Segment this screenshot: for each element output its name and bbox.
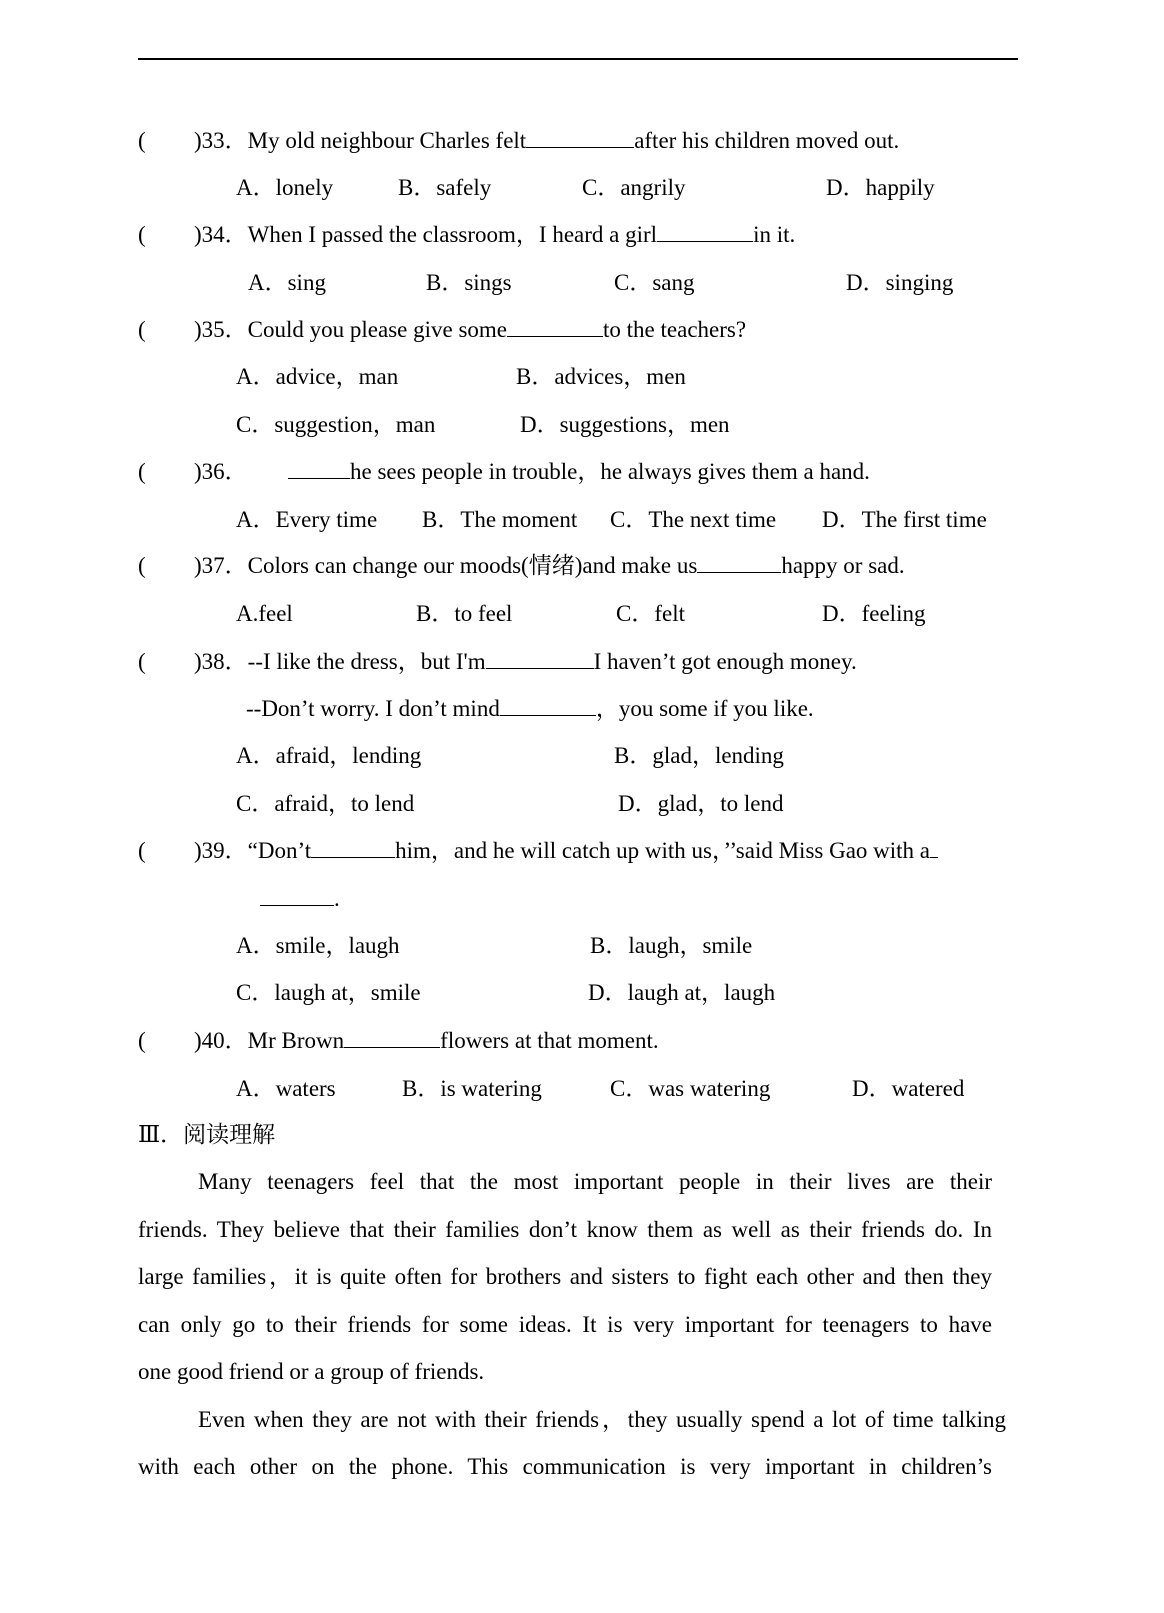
option-c: C．sang bbox=[614, 270, 695, 295]
passage-line: with each other on the phone. This communication is very important in children’s bbox=[138, 1454, 992, 1479]
option-d: D．laugh at，laugh bbox=[588, 980, 776, 1005]
option-d: D．happily bbox=[826, 175, 935, 200]
option-c: C．suggestion，man bbox=[236, 412, 436, 437]
option-a: A．afraid，lending bbox=[236, 743, 422, 768]
option-a: A.feel bbox=[236, 601, 293, 626]
passage-line: Many teenagers feel that the most important people in their lives are their bbox=[198, 1169, 992, 1194]
option-b: B．advices，men bbox=[516, 364, 686, 389]
answer-paren: ( bbox=[138, 838, 146, 863]
option-b: B．to feel bbox=[416, 601, 513, 626]
option-a: A．advice，man bbox=[236, 364, 399, 389]
question-number: )36． bbox=[194, 459, 248, 484]
option-c: C．The next time bbox=[610, 507, 777, 532]
question-stem: )40．Mr Brown flowers at that moment. bbox=[194, 1028, 659, 1053]
answer-paren: ( bbox=[138, 317, 146, 342]
option-c: C．laugh at，smile bbox=[236, 980, 421, 1005]
answer-paren: ( bbox=[138, 222, 146, 247]
passage-line: can only go to their friends for some ideas. It is very important for teenagers to have bbox=[138, 1312, 992, 1337]
question-stem: )35．Could you please give some to the teachers? bbox=[194, 317, 747, 342]
option-d: D．glad，to lend bbox=[618, 791, 784, 816]
passage-line: Even when they are not with their friends，they usually spend a lot of time talking bbox=[198, 1407, 1006, 1432]
option-a: A．smile，laugh bbox=[236, 933, 400, 958]
option-b: B．laugh，smile bbox=[590, 933, 753, 958]
question-stem: he sees people in trouble，he always gives them a hand. bbox=[288, 457, 870, 487]
option-b: B．safely bbox=[398, 175, 492, 200]
question-stem: )39．“Don’t him，and he will catch up with us，’’said Miss Gao with a bbox=[194, 836, 938, 866]
option-b: B．glad，lending bbox=[614, 743, 784, 768]
question-stem-line2: --Don’t worry. I don’t mind ，you some if you like. bbox=[246, 696, 814, 721]
question-stem: )38．--I like the dress，but I'm I haven’t got enough money. bbox=[194, 649, 857, 674]
option-c: C．afraid，to lend bbox=[236, 791, 415, 816]
option-d: D．suggestions，men bbox=[520, 412, 730, 437]
answer-paren: ( bbox=[138, 459, 146, 484]
option-c: C．felt bbox=[616, 601, 685, 626]
question-stem-line2: . bbox=[260, 884, 340, 914]
question-stem: )34．When I passed the classroom，I heard a girl in it. bbox=[194, 222, 796, 247]
option-b: B．sings bbox=[426, 270, 512, 295]
passage-line: large families，it is quite often for brothers and sisters to fight each other and then they bbox=[138, 1264, 992, 1289]
option-c: C．angrily bbox=[582, 175, 686, 200]
answer-paren: ( bbox=[138, 1028, 146, 1053]
option-d: D．watered bbox=[852, 1076, 965, 1101]
header-rule bbox=[138, 58, 1018, 60]
section-heading: Ⅲ．阅读理解 bbox=[138, 1122, 276, 1147]
answer-paren: ( bbox=[138, 553, 146, 578]
option-d: D．singing bbox=[846, 270, 954, 295]
answer-paren: ( bbox=[138, 649, 146, 674]
option-c: C．was watering bbox=[610, 1076, 771, 1101]
option-b: B．The moment bbox=[422, 507, 578, 532]
option-a: A．lonely bbox=[236, 175, 334, 200]
question-stem: )33．My old neighbour Charles felt after his children moved out. bbox=[194, 128, 900, 153]
passage-line: one good friend or a group of friends. bbox=[138, 1359, 485, 1384]
option-b: B．is watering bbox=[402, 1076, 542, 1101]
passage-line: friends. They believe that their families don’t know them as well as their friends do. In bbox=[138, 1217, 992, 1242]
option-a: A．Every time bbox=[236, 507, 378, 532]
option-d: D．The first time bbox=[822, 507, 987, 532]
answer-paren: ( bbox=[138, 128, 146, 153]
option-d: D．feeling bbox=[822, 601, 926, 626]
option-a: A．sing bbox=[248, 270, 326, 295]
question-stem: )37．Colors can change our moods(情绪)and make us happy or sad. bbox=[194, 553, 905, 578]
option-a: A．waters bbox=[236, 1076, 336, 1101]
